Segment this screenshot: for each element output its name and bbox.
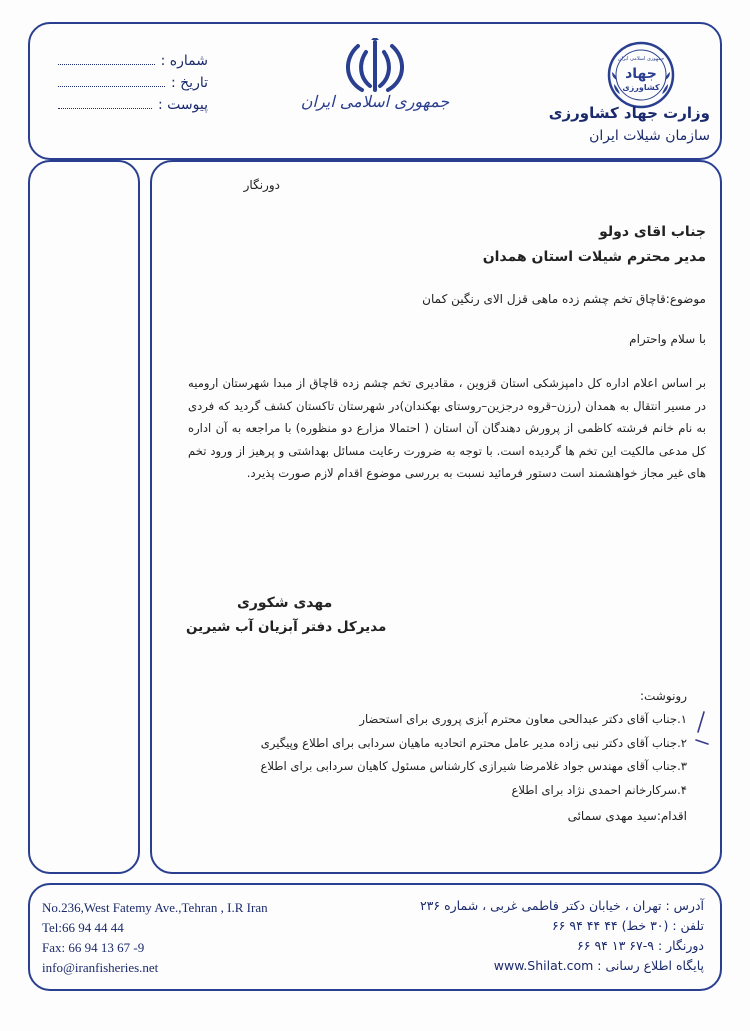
tel-english: Tel:66 94 44 44 [42,920,124,935]
recipient-title: مدیر محترم شیلات استان همدان [482,249,706,265]
email-link[interactable]: info@iranfisheries.net [42,960,159,975]
website-link[interactable]: www.Shilat.com [493,958,594,973]
fax-english: Fax: 66 94 13 67 -9 [42,940,145,955]
republic-caption: جمهوری اسلامی ایران [300,92,450,111]
margin-frame [28,160,140,874]
fax-persian: دورنگار : ۹-۶۷ ۱۳ ۹۴ ۶۶ [577,938,704,953]
letter-subject: موضوع:قاچاق تخم چشم زده ماهی قزل الای رنگین کمان [422,292,706,306]
date-label: تاریخ : [170,75,208,91]
action-by: اقدام:سید مهدی سمائی [567,809,687,823]
copies-list [260,712,687,806]
phone-persian: تلفن : (۳۰ خط) ۴۴ ۴۴ ۹۴ ۶۶ [551,918,704,933]
footer-persian [420,896,704,976]
website-label: پایگاه اطلاع رسانی : [597,958,704,973]
list-item: ۴.سرکارخانم احمدی نژاد برای اطلاع [511,782,687,797]
letter-meta-fields [58,52,208,118]
logo-main-text: جهاد [625,66,657,82]
ministry-logo-icon [606,40,676,110]
greeting: با سلام واحترام [629,332,706,346]
signatory-name: مهدی شکوری [237,595,333,611]
website-line [420,956,704,976]
attachment-field [58,96,208,118]
iran-emblem-icon [338,38,412,96]
number-field [58,52,208,74]
footer-english [42,898,268,978]
address-persian: آدرس : تهران ، خیابان دکتر فاطمی غربی ، شماره ۲۳۶ [419,898,704,913]
list-item: ۳.جناب آقای مهندس جواد غلامرضا شیرازی کارشناس مسئول کاهیان سردابی برای اطلاع [260,759,687,773]
date-field [58,74,208,96]
logo-top-text: جمهوری اسلامی ایران [617,56,665,62]
ministry-name: وزارت جهاد کشاورزی [548,104,710,122]
number-label: شماره : [160,53,208,69]
letter-body-text: بر اساس اعلام اداره کل دامپزشکی استان قزوین ، مقادیری تخم چشم زده قاچاق از مبدا شهرستان ارومیه در مسیر انتقال به همدان (رزن–قروه درجزین–روستای بهکندان)در شهرستان تاکستان کشف گردید که فردی به نام خانم فرشته کاظمی از پرورش دهندگان آن استان ( احتمالا مزارع دو منظوره) با مراجعه به آن اداره کل مدعی مالکیت این تخم ها گردیده است. با توجه به ضرورت رعایت مسائل بهداشتی و پرهیز از ورود تخم های غیر مجاز خواهشمند است دستور فرمائید نسبت به بررسی موضوع اقدام لازم صورت پذیرد. [188,376,706,480]
list-item: ۲.جناب آقای دکتر نبی زاده مدیر عامل محترم اتحادیه ماهیان سردابی برای اطلاع وپیگیری [260,735,687,750]
copies-heading: رونوشت: [639,689,687,703]
logo-bottom-text: کشاورزی [622,83,660,92]
handwritten-tick-icon [694,710,712,750]
address-english: No.236,West Fatemy Ave.,Tehran , I.R Iran [42,900,268,915]
recipient-name: جناب اقای دولو [599,224,706,240]
signatory-title: مدیرکل دفتر آبزیان آب شیرین [186,619,387,635]
organization-name: سازمان شیلات ایران [589,128,710,144]
document-type: دورنگار [243,178,280,192]
attachment-label: پیوست : [158,97,208,113]
list-item: ۱.جناب آقای دکتر عبدالحی معاون محترم آبزی پروری برای استحضار [359,712,687,726]
